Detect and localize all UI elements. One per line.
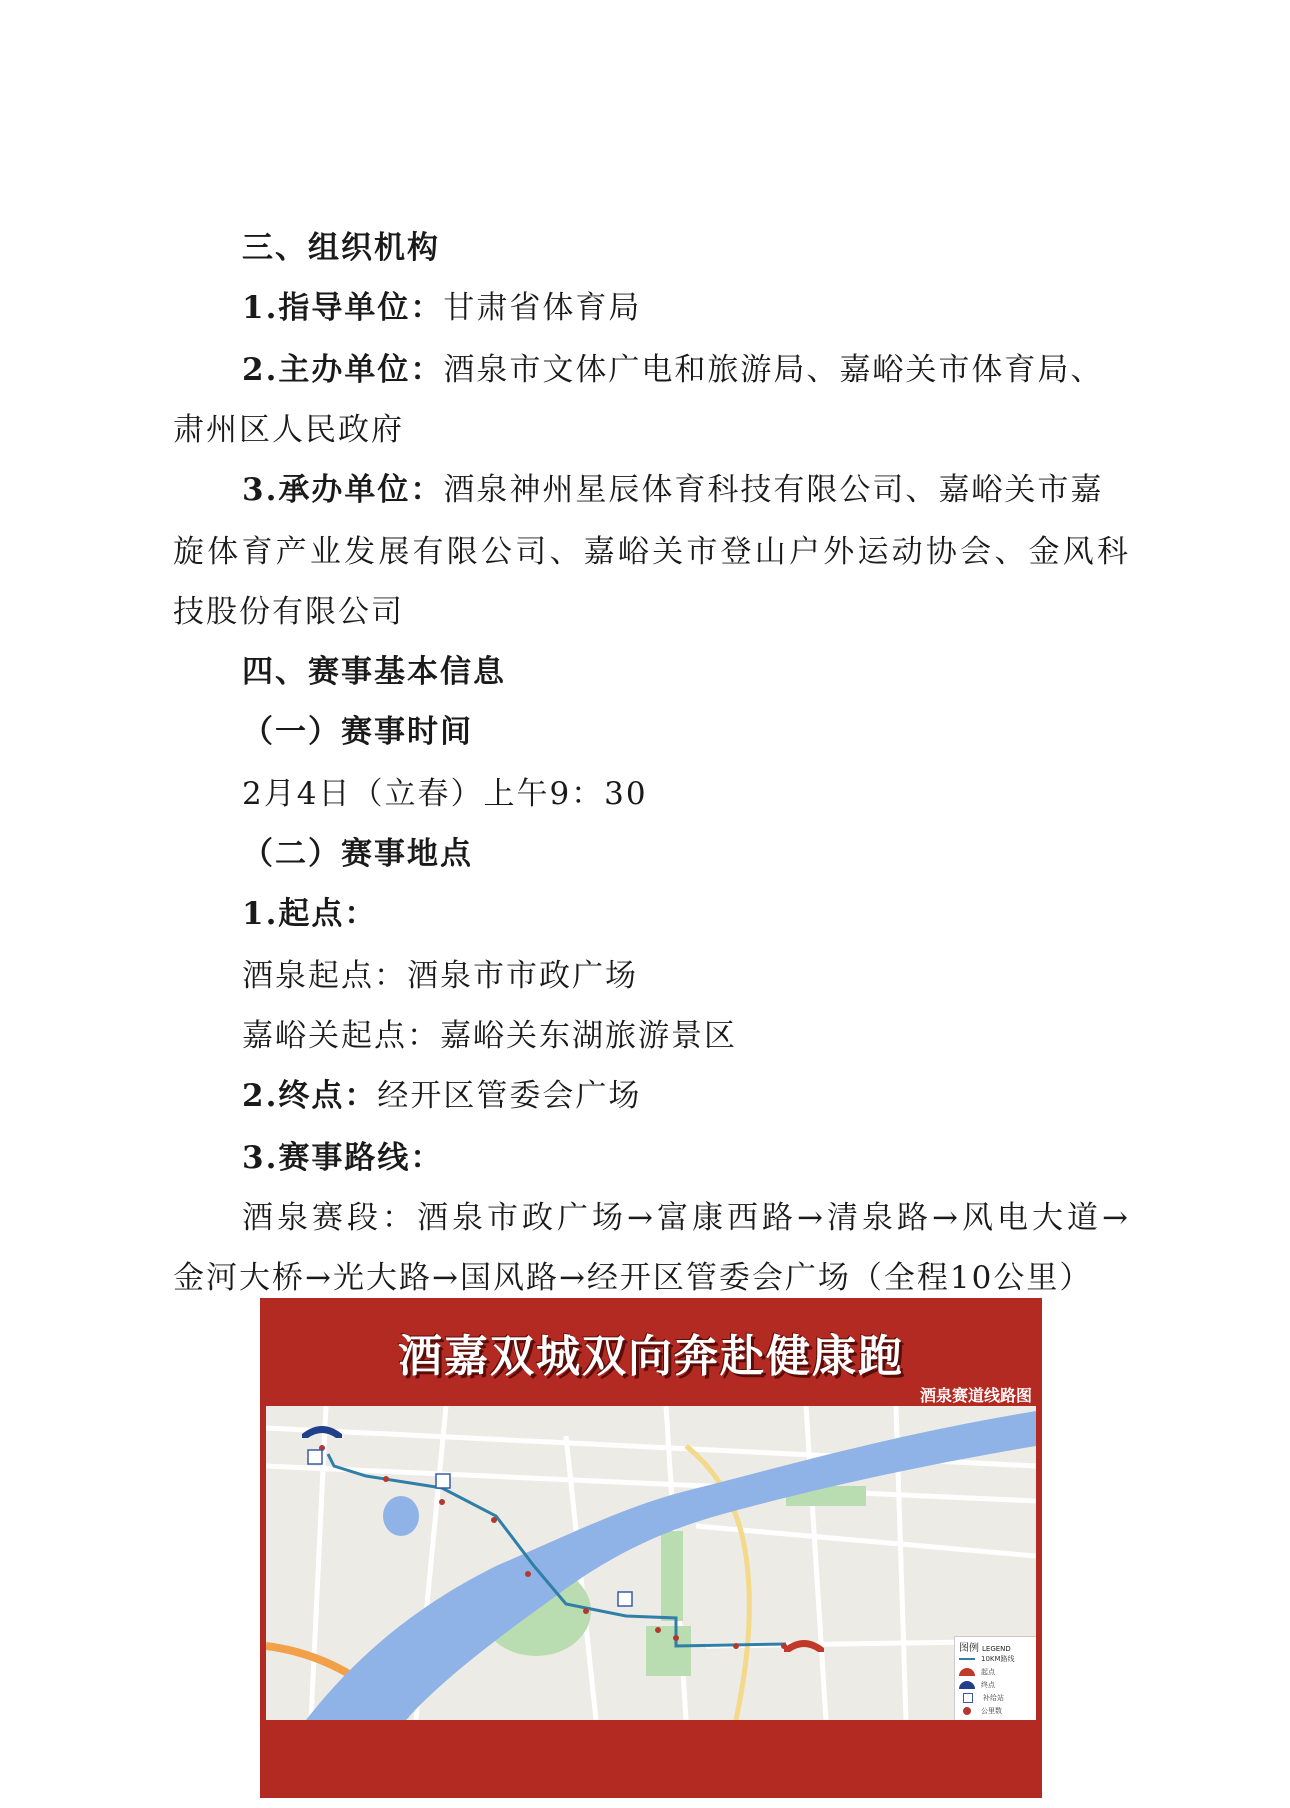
start-arch-swatch-icon	[959, 1668, 975, 1676]
subheading-event-location: （二）赛事地点	[242, 836, 473, 872]
host-unit-value-1: 酒泉市文体广电和旅游局、嘉峪关市体育局、	[443, 352, 1104, 388]
legend-title-en: LEGEND	[982, 1645, 1011, 1653]
start-point-jiayuguan: 嘉峪关起点：嘉峪关东湖旅游景区	[242, 1018, 737, 1054]
legend-supply-label: 补给站	[983, 1694, 1004, 1702]
subheading-event-time: （一）赛事时间	[242, 714, 473, 750]
poster-title: 酒嘉双城双向奔赴健康跑	[398, 1331, 904, 1382]
host-unit-line	[242, 350, 1103, 390]
legend-title-cn: 图例	[959, 1643, 979, 1654]
end-point-line	[242, 1076, 641, 1116]
legend-supply	[959, 1692, 1004, 1704]
organizer-unit-value-2: 旋体育产业发展有限公司、嘉峪关市登山户外运动协会、金风科	[173, 534, 1128, 570]
map-pond	[516, 1576, 540, 1596]
end-point-value: 经开区管委会广场	[377, 1078, 642, 1114]
finish-arch-swatch-icon	[959, 1681, 975, 1689]
route-label: 3.赛事路线：	[242, 1140, 444, 1176]
start-arch-icon	[784, 1640, 824, 1652]
legend-finish	[959, 1679, 995, 1691]
legend-km-label: 公里数	[981, 1707, 1002, 1715]
legend-start	[959, 1666, 995, 1678]
start-point-jiuquan: 酒泉起点：酒泉市市政广场	[242, 958, 638, 994]
poster-subtitle: 酒泉赛道线路图	[919, 1386, 1032, 1405]
legend-km	[959, 1705, 1002, 1717]
route-map	[266, 1406, 1036, 1720]
section-heading-organization: 三、组织机构	[242, 230, 440, 266]
map-lake	[383, 1496, 419, 1536]
organizer-unit-line	[242, 470, 1103, 510]
map-legend	[954, 1636, 1036, 1720]
route-text-1: 酒泉赛段：酒泉市政广场→富康西路→清泉路→风电大道→	[242, 1200, 1128, 1236]
guide-unit-value: 甘肃省体育局	[443, 290, 642, 326]
end-point-label: 2.终点：	[242, 1078, 378, 1114]
organizer-unit-value-1: 酒泉神州星辰体育科技有限公司、嘉峪关市嘉	[443, 472, 1104, 508]
km-marker-icon	[963, 1707, 971, 1715]
legend-start-label: 起点	[981, 1668, 995, 1676]
legend-route	[959, 1653, 1015, 1665]
event-time-value: 2月4日（立春）上午9：30	[242, 776, 648, 812]
route-swatch-icon	[959, 1658, 975, 1660]
section-heading-event-info: 四、赛事基本信息	[242, 654, 506, 690]
route-map-poster	[260, 1298, 1042, 1798]
guide-unit-label: 1.指导单位：	[242, 290, 444, 326]
legend-title	[959, 1639, 1011, 1654]
legend-route-label: 10KM路线	[981, 1655, 1015, 1663]
route-text-2: 金河大桥→光大路→国风路→经开区管委会广场（全程10公里）	[173, 1260, 1093, 1296]
organizer-unit-value-3: 技股份有限公司	[173, 594, 404, 630]
legend-finish-label: 终点	[981, 1681, 995, 1689]
route-map-graphic	[266, 1406, 1036, 1720]
organizer-unit-label: 3.承办单位：	[242, 472, 444, 508]
host-unit-value-2: 肃州区人民政府	[173, 412, 404, 448]
start-point-label: 1.起点：	[242, 896, 378, 932]
guide-unit-line	[242, 288, 641, 328]
host-unit-label: 2.主办单位：	[242, 352, 444, 388]
supply-station-icon	[963, 1693, 973, 1703]
